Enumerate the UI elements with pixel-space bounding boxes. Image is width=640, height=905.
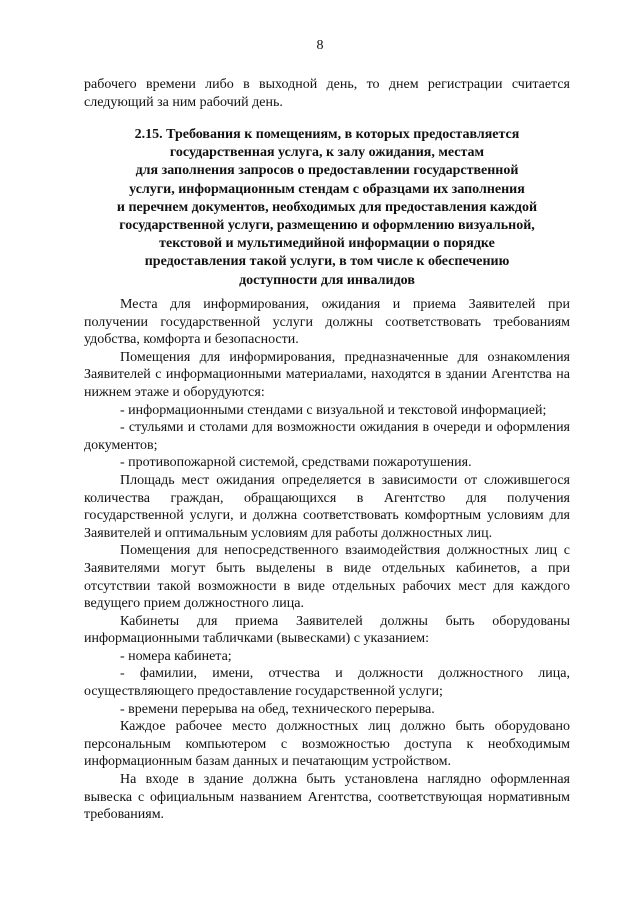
list-item: - фамилии, имени, отчества и должности должностного лица, осуществляющего предоставление государственной услуги;	[84, 666, 570, 700]
heading-line: текстовой и мультимедийной информации о порядке	[159, 236, 495, 252]
paragraph: На входе в здание должна быть установлена наглядно оформленная вывеска с официальным названием Агентства, соответствующая нормативным требованиям.	[84, 772, 570, 823]
heading-line: предоставления такой услуги, в том числе к обеспечению	[144, 254, 510, 270]
list-item: - стульями и столами для возможности ожидания в очереди и оформления документов;	[84, 420, 570, 453]
paragraph: Кабинеты для приема Заявителей должны быть оборудованы информационными табличками (вывесками) с указанием:	[84, 613, 570, 647]
list-item: - противопожарной системой, средствами пожаротушения.	[120, 455, 472, 471]
intro-paragraph: рабочего времени либо в выходной день, то днем регистрации считается следующий за ним рабочий день.	[84, 77, 570, 110]
paragraph: Помещения для информирования, предназначенные для ознакомления Заявителей с информационными материалами, находятся в здании Агентства на нижнем этаже и оборудуются:	[84, 349, 570, 400]
heading-line: 2.15. Требования к помещениям, в которых предоставляется	[134, 127, 520, 142]
heading-line: государственная услуга, к залу ожидания, местам	[169, 145, 485, 161]
heading-line: и перечнем документов, необходимых для предоставления каждой	[116, 199, 538, 215]
heading-line: доступности для инвалидов	[239, 272, 415, 288]
heading-line: услуги, информационным стендам с образцами их заполнения	[129, 181, 525, 197]
heading-line: для заполнения запросов о предоставлении государственной	[135, 163, 519, 179]
paragraph: Площадь мест ожидания определяется в зависимости от сложившегося количества граждан, обращающихся в Агентство для получения государственной услуги, и должна соответствовать комфортным условиям для Заявителей и оптимальным условиям для работы должностных лиц.	[84, 472, 570, 541]
body-text	[84, 296, 570, 824]
paragraph: Помещения для непосредственного взаимодействия должностных лиц с Заявителями могут быть выделены в виде отдельных кабинетов, а при отсутствии такой возможности в виде отдельных рабочих мест для каждого ведущего прием должностного лица.	[84, 543, 570, 612]
section-heading	[84, 126, 570, 290]
page-number: 8	[316, 38, 324, 53]
list-item: - номера кабинета;	[120, 648, 232, 664]
paragraph: Места для информирования, ожидания и приема Заявителей при получении государственной услуги должны соответствовать требованиям удобства, комфорта и безопасности.	[84, 297, 570, 348]
list-item: - информационными стендами с визуальной и текстовой информацией;	[120, 402, 547, 418]
paragraph: Каждое рабочее место должностных лиц должно быть оборудовано персональным компьютером с возможностью доступа к необходимым информационным базам данных и печатающим устройством.	[84, 719, 570, 770]
heading-line: государственной услуги, размещению и оформлению визуальной,	[119, 218, 535, 234]
list-item: - времени перерыва на обед, технического перерыва.	[120, 701, 435, 717]
